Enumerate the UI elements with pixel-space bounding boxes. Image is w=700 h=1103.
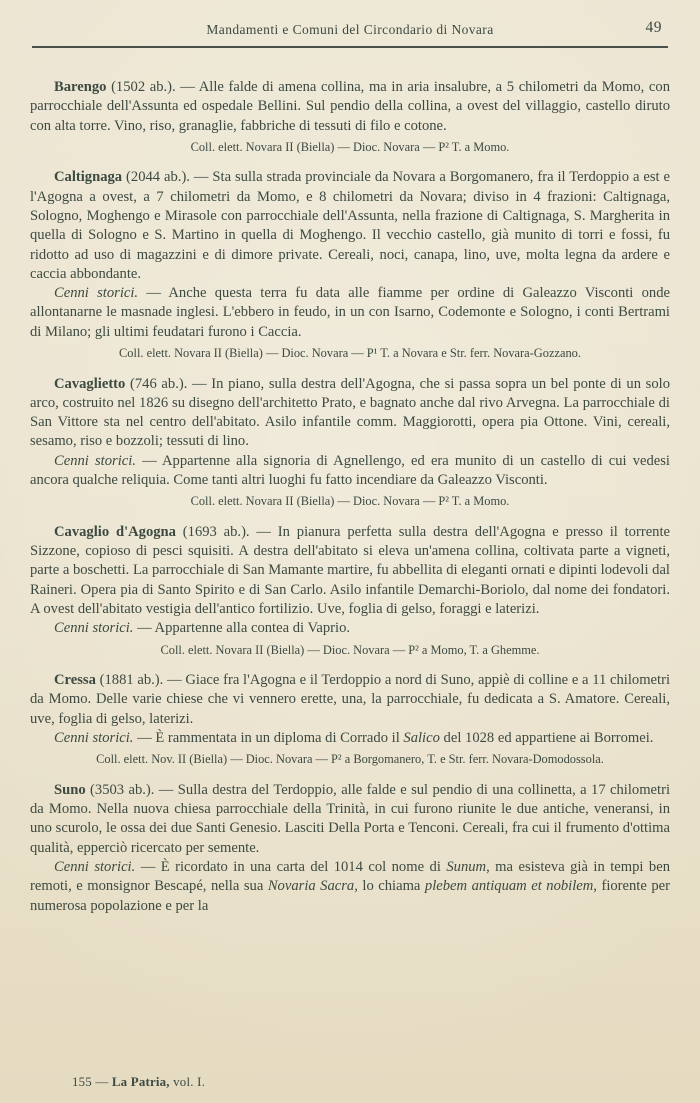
entry-description: Barengo (1502 ab.). — Alle falde di amena collina, ma in aria insalubre, a 5 chilometri da Momo, con parrocchiale dell'Assunta ed ospedale Bellini. Sul pendio della collina, a ovest del villaggio, castello diruto con alta torre. Vino, riso, granaglie, fabbriche di tessuti di filo e cotone. xyxy=(30,79,670,134)
running-title: Mandamenti e Comuni del Circondario di Novara xyxy=(206,22,494,37)
cenni-storici-paragraph: Cenni storici. — Anche questa terra fu data alle fiamme per ordine di Galeazzo Visconti onde allontanarne le masnade inglesi. L'ebbero in feudo, in un con Isarno, Codemonte e Sologno, i conti Bertrami di Milano; gli ultimi feudatari furono i Caccia. xyxy=(30,285,670,340)
page-footer xyxy=(72,1075,205,1090)
entry-caltignaga xyxy=(30,168,670,361)
entry-description: Caltignaga (2044 ab.). — Sta sulla strada provinciale da Novara a Borgomanero, fra il Terdoppio a est e l'Agogna a ovest, a 7 chilometri da Momo, e 8 chilometri da Novara; diviso in 4 frazioni: Caltignaga, Sologno, Moghengo e Mirasole con parrocchiale dell'Assunta, nella frazione di Caltignaga, S. Margherita in quella di Sologno e S. Martino in quella di Moghengo. Il vecchio castello, già munito di torri e fossi, fu ridotto ad uso di magazzini e di dimore private. Cereali, noci, canapa, lino, uve, molta legna da ardere e caccia abbondante. xyxy=(30,169,670,282)
entry-cavaglio-dagogna xyxy=(30,523,670,658)
footer-signature: 155 — La Patria, vol. I. xyxy=(72,1075,205,1089)
coll-elett-line: Coll. elett. Novara II (Biella) — Dioc. Novara — P² a Momo, T. a Ghemme. xyxy=(160,642,540,657)
page-header xyxy=(30,16,670,46)
coll-elett-line: Coll. elett. Novara II (Biella) — Dioc. Novara — P² T. a Momo. xyxy=(190,494,510,509)
entry-cavaglietto xyxy=(30,375,670,510)
entry-description: Cressa (1881 ab.). — Giace fra l'Agogna e il Terdoppio a nord di Suno, appiè di colline e a 11 chilometri da Momo. Delle varie chiese che vi vennero erette, una, la parrocchiale, fu dedicata a S. Amatore. Cereali, uve, foglia di gelso, laterizi. xyxy=(30,672,670,727)
coll-elett-line: Coll. elett. Novara II (Biella) — Dioc. Novara — P² T. a Momo. xyxy=(190,139,510,154)
cenni-storici-paragraph: Cenni storici. — È ricordato in una carta del 1014 col nome di Sunum, ma esisteva già in tempi ben remoti, e monsignor Bescapé, nella sua Novaria Sacra, lo chiama plebem antiquam et nobilem, fiorente per numerosa popolazione e per la xyxy=(30,859,670,914)
cenni-storici-paragraph: Cenni storici. — Appartenne alla signoria di Agnellengo, ed era munito di un castello di cui vedesi ancora qualche reliquia. Come tanti altri luoghi fu fatto incendiare da Galeazzo Visconti. xyxy=(30,452,670,489)
cenni-storici-paragraph: Cenni storici. — È rammentata in un diploma di Corrado il Salico del 1028 ed appartiene ai Borromei. xyxy=(54,730,654,747)
entry-suno xyxy=(30,781,670,916)
coll-elett-line: Coll. elett. Nov. II (Biella) — Dioc. Novara — P² a Borgomanero, T. e Str. ferr. Novara-Domodossola. xyxy=(96,752,604,767)
page-content xyxy=(30,48,670,916)
entry-cressa xyxy=(30,671,670,768)
coll-elett-line: Coll. elett. Novara II (Biella) — Dioc. Novara — P¹ T. a Novara e Str. ferr. Novara-Gozzano. xyxy=(119,346,581,361)
entry-barengo xyxy=(30,78,670,155)
cenni-storici-paragraph: Cenni storici. — Appartenne alla contea di Vaprio. xyxy=(54,620,351,637)
entry-description: Cavaglietto (746 ab.). — In piano, sulla destra dell'Agogna, che si passa sopra un bel ponte di un solo arco, costruito nel 1826 su disegno dell'architetto Prato, e bagnato anche dal rivo Arvegna. La parrocchiale di San Vittore sta nel centro dell'abitato. Asilo infantile comm. Maggiorotti, opera pia Ottone. Vini, cereali, sesamo, riso e bozzoli; tessuti di lino. xyxy=(30,375,670,450)
entry-description: Cavaglio d'Agogna (1693 ab.). — In pianura perfetta sulla destra dell'Agogna e presso il torrente Sizzone, copioso di pesci squisiti. A destra dell'abitato si eleva un'amena collina, coltivata parte a vigneti, parte a boschetti. La parrocchiale di San Mamante martire, fu abbellita di eleganti ornati e dipinti lodevoli dal Raineri. Opera pia di Santo Spirito e di San Carlo. Asilo infantile Demarchi-Boriolo, dal nome dei fondatori. A ovest dell'abitato vestigia dell'antico fortilizio. Uve, foglia di gelso, foraggi e laterizi. xyxy=(30,523,671,618)
page-number: 49 xyxy=(645,19,662,36)
entry-description: Suno (3503 ab.). — Sulla destra del Terdoppio, alle falde e sul pendio di una collinetta, a 17 chilometri da Momo. Nella nuova chiesa parrocchiale della Trinità, in cui furono riunite le due antiche, veneransi, in uno scurolo, le ossa dei due Santi Genesio. Lasciti Della Porta e Tenconi. Cereali, fra cui il frumento d'ottima qualità, epperciò ricercato per semente. xyxy=(30,781,670,856)
